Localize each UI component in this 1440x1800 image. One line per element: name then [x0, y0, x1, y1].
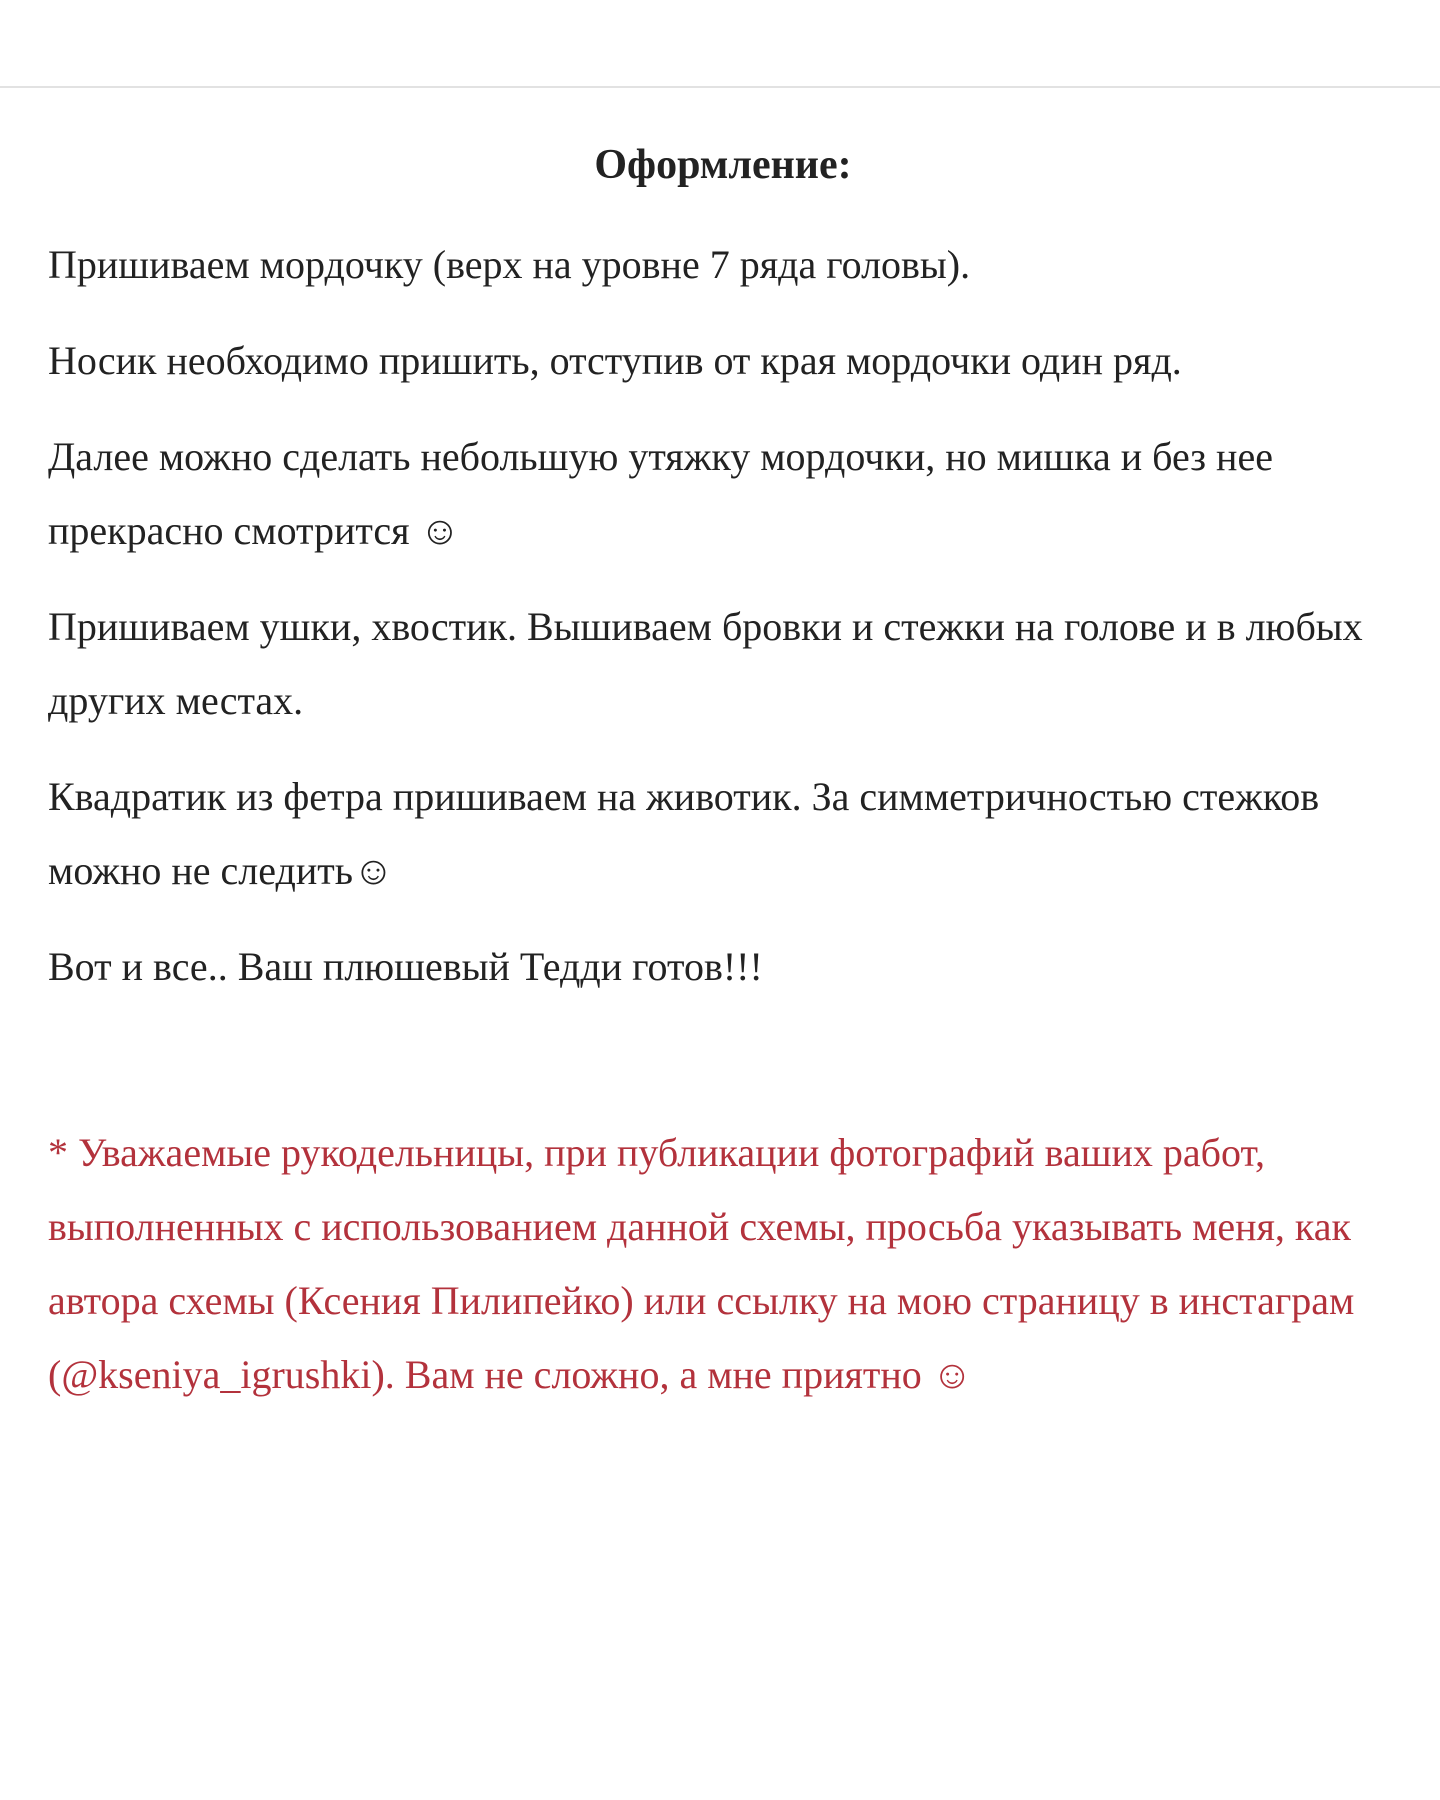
top-divider — [0, 86, 1440, 88]
document-body — [48, 138, 1398, 1452]
paragraph-nose: Носик необходимо пришить, отступив от края мордочки один ряд. — [48, 338, 1182, 383]
paragraph-ears-tail: Пришиваем ушки, хвостик. Вышиваем бровки и стежки на голове и в любых других местах. — [48, 604, 1363, 723]
paragraph-finish: Вот и все.. Ваш плюшевый Тедди готов!!! — [48, 944, 763, 989]
author-notice: * Уважаемые рукодельницы, при публикации фотографий ваших работ, выполненных с использованием данной схемы, просьба указывать меня, как автора схемы (Ксения Пилипейко) или ссылку на мою страницу в инстаграм (@kseniya_igrushki). Вам не сложно, а мне приятно ☺ — [48, 1130, 1355, 1397]
paragraph-belly-patch: Квадратик из фетра пришиваем на животик. За симметричностью стежков можно не следить☺ — [48, 774, 1320, 893]
paragraph-face-shaping: Далее можно сделать небольшую утяжку мордочки, но мишка и без нее прекрасно смотрится ☺ — [48, 434, 1273, 553]
paragraph-face: Пришиваем мордочку (верх на уровне 7 ряда головы). — [48, 242, 971, 287]
section-heading: Оформление: — [594, 142, 852, 188]
